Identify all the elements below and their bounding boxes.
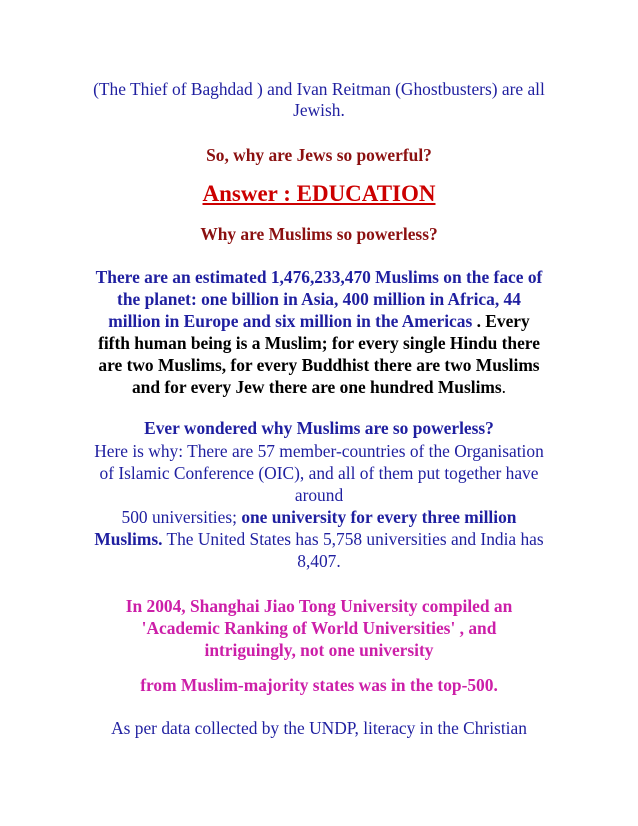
why-text: The United States has 5,758 universities and India has <box>162 529 544 549</box>
stats-line: the planet: one billion in Asia, 400 million in Africa, 44 <box>117 289 521 309</box>
why-line: Here is why: There are 57 member-countries of the Organisation <box>94 441 544 461</box>
why-text: 500 universities; <box>121 507 242 527</box>
ranking-line: 'Academic Ranking of World Universities' , and <box>141 618 497 638</box>
ranking-line: from Muslim-majority states was in the top-500. <box>140 675 498 695</box>
why-line: around <box>294 485 344 505</box>
ranking-line: intriguingly, not one university <box>204 640 434 660</box>
why-text-bold: Muslims. <box>94 529 163 549</box>
wonder-heading: Ever wondered why Muslims are so powerless? <box>144 418 494 438</box>
why-line: 8,407. <box>297 551 341 571</box>
question-heading: Why are Muslims so powerless? <box>200 224 438 244</box>
stats-text: and for every Jew there are one hundred Muslims <box>131 377 502 397</box>
answer-heading: Answer : EDUCATION <box>202 181 436 206</box>
paragraph-line: (The Thief of Baghdad ) and Ivan Reitman (Ghostbusters) are all <box>93 79 545 99</box>
why-line <box>60 506 578 528</box>
stats-line: There are an estimated 1,476,233,470 Muslims on the face of <box>95 267 543 287</box>
question-heading: So, why are Jews so powerful? <box>206 145 432 165</box>
stats-text: . Every <box>472 311 530 331</box>
stats-text: . <box>501 377 507 397</box>
undp-line: As per data collected by the UNDP, literacy in the Christian <box>111 718 527 738</box>
why-line: of Islamic Conference (OIC), and all of them put together have <box>99 463 539 483</box>
paragraph-line: Jewish. <box>293 100 345 120</box>
stats-line: are two Muslims, for every Buddhist there are two Muslims <box>98 355 540 375</box>
why-line <box>60 528 578 550</box>
stats-line: fifth human being is a Muslim; for every single Hindu there <box>98 333 540 353</box>
stats-line <box>60 376 578 398</box>
ranking-line: In 2004, Shanghai Jiao Tong University compiled an <box>125 596 513 616</box>
why-text-bold: one university for every three million <box>241 507 517 527</box>
stats-text: million in Europe and six million in the Americas <box>108 311 473 331</box>
stats-line <box>60 310 578 332</box>
